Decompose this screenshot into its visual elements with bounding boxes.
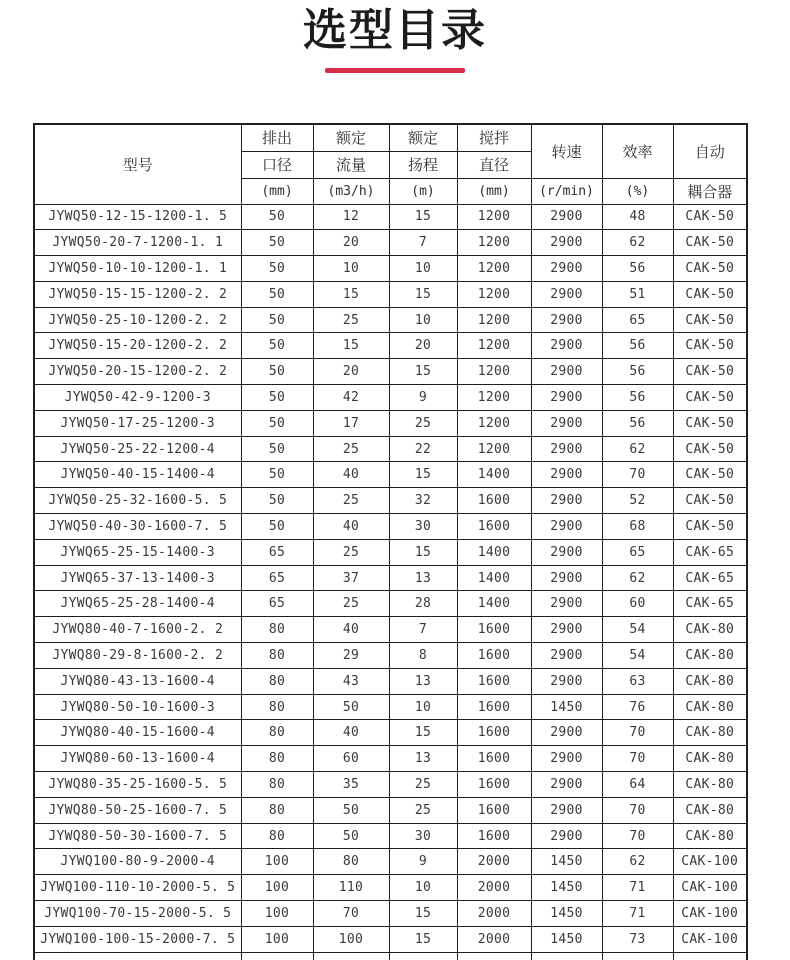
cell-rated-flow: 20 [313, 359, 389, 385]
cell-efficiency [602, 952, 673, 960]
title-underline [325, 68, 465, 73]
table-row [34, 204, 747, 230]
cell-efficiency: 56 [602, 359, 673, 385]
cell-model: JYWQ65-25-15-1400-3 [34, 539, 241, 565]
cell-model: JYWQ80-60-13-1600-4 [34, 746, 241, 772]
cell-efficiency: 71 [602, 901, 673, 927]
table-row [34, 668, 747, 694]
cell-efficiency: 56 [602, 385, 673, 411]
cell-outlet-diameter: 50 [241, 410, 313, 436]
cell-coupling: CAK-100 [673, 875, 747, 901]
cell-rated-head: 7 [389, 617, 457, 643]
cell-stir-diameter: 1600 [457, 746, 531, 772]
cell-outlet-diameter: 80 [241, 797, 313, 823]
cell-model: JYWQ80-40-15-1600-4 [34, 720, 241, 746]
cell-model: JYWQ80-29-8-1600-2. 2 [34, 643, 241, 669]
cell-rated-head: 15 [389, 359, 457, 385]
cell-coupling: CAK-100 [673, 849, 747, 875]
cell-rated-head: 15 [389, 204, 457, 230]
cell-outlet-diameter: 50 [241, 462, 313, 488]
table-row [34, 514, 747, 540]
cell-speed: 2900 [531, 359, 602, 385]
cell-speed: 2900 [531, 436, 602, 462]
unit-speed: (r/min) [531, 178, 602, 204]
cell-outlet-diameter [241, 952, 313, 960]
cell-efficiency: 71 [602, 875, 673, 901]
cell-stir-diameter: 1600 [457, 772, 531, 798]
cell-efficiency: 62 [602, 565, 673, 591]
cell-rated-head: 10 [389, 307, 457, 333]
table-row [34, 436, 747, 462]
cell-coupling: CAK-80 [673, 797, 747, 823]
cell-stir-diameter: 1600 [457, 643, 531, 669]
unit-head: (m) [389, 178, 457, 204]
table-row [34, 617, 747, 643]
cell-speed: 2900 [531, 514, 602, 540]
cell-rated-head: 28 [389, 591, 457, 617]
col-header-head-line1: 额定 [389, 124, 457, 151]
unit-flow: (m3/h) [313, 178, 389, 204]
cell-model: JYWQ50-15-15-1200-2. 2 [34, 281, 241, 307]
cell-coupling: CAK-80 [673, 668, 747, 694]
cell-stir-diameter: 1200 [457, 410, 531, 436]
cell-outlet-diameter: 65 [241, 591, 313, 617]
cell-outlet-diameter: 50 [241, 333, 313, 359]
cell-efficiency: 56 [602, 410, 673, 436]
cell-rated-head: 15 [389, 901, 457, 927]
table-row [34, 849, 747, 875]
cell-rated-head: 25 [389, 772, 457, 798]
cell-rated-flow: 80 [313, 849, 389, 875]
cell-model: JYWQ100-110-10-2000-5. 5 [34, 875, 241, 901]
cell-coupling: CAK-50 [673, 514, 747, 540]
cell-efficiency: 65 [602, 539, 673, 565]
cell-model: JYWQ80-50-25-1600-7. 5 [34, 797, 241, 823]
cell-speed: 2900 [531, 772, 602, 798]
cell-rated-head: 9 [389, 849, 457, 875]
table-row [34, 281, 747, 307]
table-row [34, 462, 747, 488]
table-row [34, 256, 747, 282]
cell-stir-diameter: 1400 [457, 462, 531, 488]
cell-speed: 2900 [531, 617, 602, 643]
cell-coupling: CAK-50 [673, 230, 747, 256]
table-row [34, 772, 747, 798]
cell-stir-diameter: 1600 [457, 797, 531, 823]
cell-outlet-diameter: 80 [241, 694, 313, 720]
cell-stir-diameter: 1200 [457, 307, 531, 333]
cell-coupling: CAK-50 [673, 256, 747, 282]
cell-outlet-diameter: 80 [241, 772, 313, 798]
cell-stir-diameter: 1400 [457, 539, 531, 565]
cell-speed: 1450 [531, 875, 602, 901]
cell-rated-head: 20 [389, 333, 457, 359]
table-row [34, 539, 747, 565]
unit-coupling: 耦合器 [673, 178, 747, 204]
cell-speed: 1450 [531, 849, 602, 875]
cell-outlet-diameter: 50 [241, 256, 313, 282]
cell-rated-flow: 43 [313, 668, 389, 694]
col-header-flow-line2: 流量 [313, 151, 389, 178]
cell-outlet-diameter: 80 [241, 617, 313, 643]
cell-coupling: CAK-65 [673, 591, 747, 617]
cell-outlet-diameter: 50 [241, 385, 313, 411]
table-row [34, 875, 747, 901]
cell-rated-flow: 25 [313, 307, 389, 333]
col-header-stir-line1: 搅拌 [457, 124, 531, 151]
cell-efficiency: 51 [602, 281, 673, 307]
cell-rated-head: 22 [389, 436, 457, 462]
cell-coupling: CAK-100 [673, 901, 747, 927]
cell-speed: 2900 [531, 591, 602, 617]
cell-rated-flow: 110 [313, 875, 389, 901]
cell-stir-diameter: 1400 [457, 565, 531, 591]
cell-stir-diameter: 1600 [457, 488, 531, 514]
cell-stir-diameter: 1200 [457, 359, 531, 385]
cell-rated-flow: 17 [313, 410, 389, 436]
cell-efficiency: 73 [602, 926, 673, 952]
cell-rated-head: 10 [389, 694, 457, 720]
cell-coupling: CAK-80 [673, 720, 747, 746]
unit-stir: (mm) [457, 178, 531, 204]
cell-outlet-diameter: 80 [241, 746, 313, 772]
cell-efficiency: 56 [602, 256, 673, 282]
cell-efficiency: 52 [602, 488, 673, 514]
cell-speed: 2900 [531, 823, 602, 849]
cell-speed: 2900 [531, 797, 602, 823]
cell-rated-head: 9 [389, 385, 457, 411]
cell-stir-diameter: 2000 [457, 875, 531, 901]
cell-coupling: CAK-50 [673, 359, 747, 385]
cell-stir-diameter: 1200 [457, 281, 531, 307]
col-header-head-line2: 扬程 [389, 151, 457, 178]
unit-outlet: (mm) [241, 178, 313, 204]
cell-outlet-diameter: 50 [241, 204, 313, 230]
cell-rated-flow: 40 [313, 462, 389, 488]
cell-rated-flow: 25 [313, 436, 389, 462]
table-row [34, 720, 747, 746]
cell-stir-diameter: 1600 [457, 823, 531, 849]
col-header-efficiency: 效率 [602, 124, 673, 178]
cell-speed: 2900 [531, 720, 602, 746]
cell-stir-diameter: 1200 [457, 230, 531, 256]
cell-speed: 2900 [531, 488, 602, 514]
table-row [34, 643, 747, 669]
cell-efficiency: 76 [602, 694, 673, 720]
cell-outlet-diameter: 100 [241, 875, 313, 901]
cell-speed: 1450 [531, 926, 602, 952]
cell-efficiency: 70 [602, 823, 673, 849]
cell-model: JYWQ50-40-30-1600-7. 5 [34, 514, 241, 540]
cell-model: JYWQ50-25-10-1200-2. 2 [34, 307, 241, 333]
cell-stir-diameter: 1200 [457, 333, 531, 359]
cell-rated-flow: 25 [313, 539, 389, 565]
table-row [34, 385, 747, 411]
cell-rated-flow: 42 [313, 385, 389, 411]
unit-efficiency: (%) [602, 178, 673, 204]
table-row [34, 230, 747, 256]
cell-stir-diameter: 1600 [457, 720, 531, 746]
cell-rated-flow: 10 [313, 256, 389, 282]
col-header-coupling: 自动 [673, 124, 747, 178]
cell-outlet-diameter: 100 [241, 849, 313, 875]
cell-rated-flow: 60 [313, 746, 389, 772]
cell-speed: 2900 [531, 746, 602, 772]
table-row [34, 694, 747, 720]
table-header [34, 124, 747, 204]
cell-efficiency: 62 [602, 849, 673, 875]
cell-coupling: CAK-100 [673, 926, 747, 952]
selection-catalog-table [33, 123, 748, 960]
table-row [34, 901, 747, 927]
cell-model: JYWQ100-80-9-2000-4 [34, 849, 241, 875]
cell-coupling: CAK-50 [673, 410, 747, 436]
col-header-stir-line2: 直径 [457, 151, 531, 178]
cell-rated-flow: 50 [313, 694, 389, 720]
cell-speed: 2900 [531, 462, 602, 488]
cell-rated-head: 13 [389, 565, 457, 591]
cell-model: JYWQ65-25-28-1400-4 [34, 591, 241, 617]
cell-rated-flow: 37 [313, 565, 389, 591]
cell-efficiency: 63 [602, 668, 673, 694]
cell-efficiency: 70 [602, 720, 673, 746]
cell-rated-head: 32 [389, 488, 457, 514]
cell-coupling: CAK-65 [673, 539, 747, 565]
table-row [34, 591, 747, 617]
cell-rated-head: 15 [389, 281, 457, 307]
cell-model: JYWQ100-100-15-2000-7. 5 [34, 926, 241, 952]
cell-stir-diameter: 1600 [457, 694, 531, 720]
col-header-model: 型号 [34, 124, 241, 204]
cell-speed: 2900 [531, 230, 602, 256]
cell-model: JYWQ80-50-30-1600-7. 5 [34, 823, 241, 849]
cell-coupling: CAK-50 [673, 488, 747, 514]
cell-outlet-diameter: 100 [241, 901, 313, 927]
cell-rated-flow: 40 [313, 720, 389, 746]
table-row [34, 359, 747, 385]
table-row [34, 488, 747, 514]
cell-rated-head: 25 [389, 797, 457, 823]
cell-rated-flow: 29 [313, 643, 389, 669]
cell-coupling: CAK-50 [673, 281, 747, 307]
cell-rated-head: 15 [389, 720, 457, 746]
cell-stir-diameter: 1400 [457, 591, 531, 617]
cell-rated-head: 15 [389, 539, 457, 565]
table-row [34, 565, 747, 591]
col-header-outlet-line1: 排出 [241, 124, 313, 151]
cell-speed: 2900 [531, 333, 602, 359]
table-row [34, 410, 747, 436]
cell-efficiency: 70 [602, 462, 673, 488]
cell-coupling [673, 952, 747, 960]
cell-rated-flow: 15 [313, 281, 389, 307]
cell-stir-diameter: 1600 [457, 514, 531, 540]
cell-model: JYWQ50-25-32-1600-5. 5 [34, 488, 241, 514]
cell-model: JYWQ100-70-15-2000-5. 5 [34, 901, 241, 927]
cell-efficiency: 62 [602, 230, 673, 256]
cell-speed: 2900 [531, 385, 602, 411]
table-row-partial [34, 952, 747, 960]
cell-rated-head: 13 [389, 746, 457, 772]
cell-efficiency: 70 [602, 797, 673, 823]
cell-rated-flow: 40 [313, 617, 389, 643]
cell-stir-diameter: 1200 [457, 385, 531, 411]
cell-model: JYWQ50-40-15-1400-4 [34, 462, 241, 488]
cell-outlet-diameter: 50 [241, 436, 313, 462]
cell-speed: 2900 [531, 281, 602, 307]
cell-stir-diameter: 1200 [457, 436, 531, 462]
table-row [34, 926, 747, 952]
table-row [34, 797, 747, 823]
cell-model: JYWQ50-17-25-1200-3 [34, 410, 241, 436]
table-row [34, 333, 747, 359]
cell-outlet-diameter: 50 [241, 230, 313, 256]
cell-rated-head: 15 [389, 926, 457, 952]
cell-model: JYWQ65-37-13-1400-3 [34, 565, 241, 591]
cell-rated-flow: 25 [313, 488, 389, 514]
cell-rated-flow: 50 [313, 797, 389, 823]
cell-speed: 2900 [531, 410, 602, 436]
cell-model: JYWQ50-12-15-1200-1. 5 [34, 204, 241, 230]
cell-coupling: CAK-80 [673, 772, 747, 798]
cell-rated-flow: 12 [313, 204, 389, 230]
cell-model: JYWQ50-15-20-1200-2. 2 [34, 333, 241, 359]
cell-stir-diameter [457, 952, 531, 960]
col-header-outlet-line2: 口径 [241, 151, 313, 178]
cell-speed: 2900 [531, 307, 602, 333]
cell-model: JYWQ50-20-15-1200-2. 2 [34, 359, 241, 385]
cell-rated-head: 10 [389, 875, 457, 901]
cell-outlet-diameter: 50 [241, 488, 313, 514]
cell-speed: 2900 [531, 539, 602, 565]
cell-speed: 2900 [531, 668, 602, 694]
cell-model: JYWQ80-43-13-1600-4 [34, 668, 241, 694]
cell-model: JYWQ80-50-10-1600-3 [34, 694, 241, 720]
cell-speed: 2900 [531, 565, 602, 591]
cell-model: JYWQ80-40-7-1600-2. 2 [34, 617, 241, 643]
cell-rated-head [389, 952, 457, 960]
cell-speed: 2900 [531, 643, 602, 669]
cell-coupling: CAK-80 [673, 823, 747, 849]
cell-coupling: CAK-50 [673, 307, 747, 333]
cell-model [34, 952, 241, 960]
cell-rated-flow: 25 [313, 591, 389, 617]
cell-speed: 2900 [531, 256, 602, 282]
cell-stir-diameter: 2000 [457, 849, 531, 875]
table-row [34, 746, 747, 772]
cell-outlet-diameter: 80 [241, 668, 313, 694]
cell-efficiency: 60 [602, 591, 673, 617]
cell-rated-head: 15 [389, 462, 457, 488]
page-title: 选型目录 [303, 5, 487, 56]
cell-coupling: CAK-50 [673, 462, 747, 488]
cell-rated-flow [313, 952, 389, 960]
cell-efficiency: 56 [602, 333, 673, 359]
table-row [34, 307, 747, 333]
cell-efficiency: 48 [602, 204, 673, 230]
cell-coupling: CAK-80 [673, 617, 747, 643]
cell-stir-diameter: 1200 [457, 256, 531, 282]
cell-efficiency: 54 [602, 617, 673, 643]
cell-model: JYWQ50-25-22-1200-4 [34, 436, 241, 462]
cell-rated-flow: 70 [313, 901, 389, 927]
cell-rated-head: 25 [389, 410, 457, 436]
cell-efficiency: 68 [602, 514, 673, 540]
cell-outlet-diameter: 50 [241, 359, 313, 385]
cell-model: JYWQ50-20-7-1200-1. 1 [34, 230, 241, 256]
cell-stir-diameter: 1200 [457, 204, 531, 230]
cell-rated-head: 10 [389, 256, 457, 282]
cell-efficiency: 65 [602, 307, 673, 333]
cell-coupling: CAK-80 [673, 643, 747, 669]
cell-model: JYWQ50-42-9-1200-3 [34, 385, 241, 411]
cell-coupling: CAK-50 [673, 436, 747, 462]
cell-rated-flow: 100 [313, 926, 389, 952]
col-header-speed: 转速 [531, 124, 602, 178]
cell-outlet-diameter: 65 [241, 565, 313, 591]
cell-efficiency: 54 [602, 643, 673, 669]
cell-stir-diameter: 2000 [457, 901, 531, 927]
col-header-flow-line1: 额定 [313, 124, 389, 151]
cell-outlet-diameter: 50 [241, 307, 313, 333]
cell-efficiency: 62 [602, 436, 673, 462]
cell-model: JYWQ50-10-10-1200-1. 1 [34, 256, 241, 282]
cell-model: JYWQ80-35-25-1600-5. 5 [34, 772, 241, 798]
cell-speed: 1450 [531, 901, 602, 927]
cell-stir-diameter: 2000 [457, 926, 531, 952]
cell-outlet-diameter: 80 [241, 643, 313, 669]
cell-stir-diameter: 1600 [457, 617, 531, 643]
cell-rated-flow: 20 [313, 230, 389, 256]
header-row-1 [34, 124, 747, 151]
cell-outlet-diameter: 50 [241, 514, 313, 540]
cell-speed [531, 952, 602, 960]
cell-rated-head: 30 [389, 514, 457, 540]
cell-speed: 2900 [531, 204, 602, 230]
cell-rated-flow: 50 [313, 823, 389, 849]
cell-outlet-diameter: 80 [241, 720, 313, 746]
cell-efficiency: 64 [602, 772, 673, 798]
cell-outlet-diameter: 65 [241, 539, 313, 565]
cell-coupling: CAK-50 [673, 385, 747, 411]
cell-outlet-diameter: 80 [241, 823, 313, 849]
table-row [34, 823, 747, 849]
cell-coupling: CAK-80 [673, 694, 747, 720]
cell-stir-diameter: 1600 [457, 668, 531, 694]
cell-rated-flow: 15 [313, 333, 389, 359]
cell-outlet-diameter: 100 [241, 926, 313, 952]
cell-efficiency: 70 [602, 746, 673, 772]
cell-coupling: CAK-50 [673, 204, 747, 230]
cell-rated-head: 7 [389, 230, 457, 256]
cell-coupling: CAK-65 [673, 565, 747, 591]
cell-rated-head: 13 [389, 668, 457, 694]
cell-rated-head: 8 [389, 643, 457, 669]
cell-coupling: CAK-50 [673, 333, 747, 359]
cell-speed: 1450 [531, 694, 602, 720]
cell-coupling: CAK-80 [673, 746, 747, 772]
cell-outlet-diameter: 50 [241, 281, 313, 307]
cell-rated-flow: 40 [313, 514, 389, 540]
table-body [34, 204, 747, 960]
cell-rated-head: 30 [389, 823, 457, 849]
cell-rated-flow: 35 [313, 772, 389, 798]
